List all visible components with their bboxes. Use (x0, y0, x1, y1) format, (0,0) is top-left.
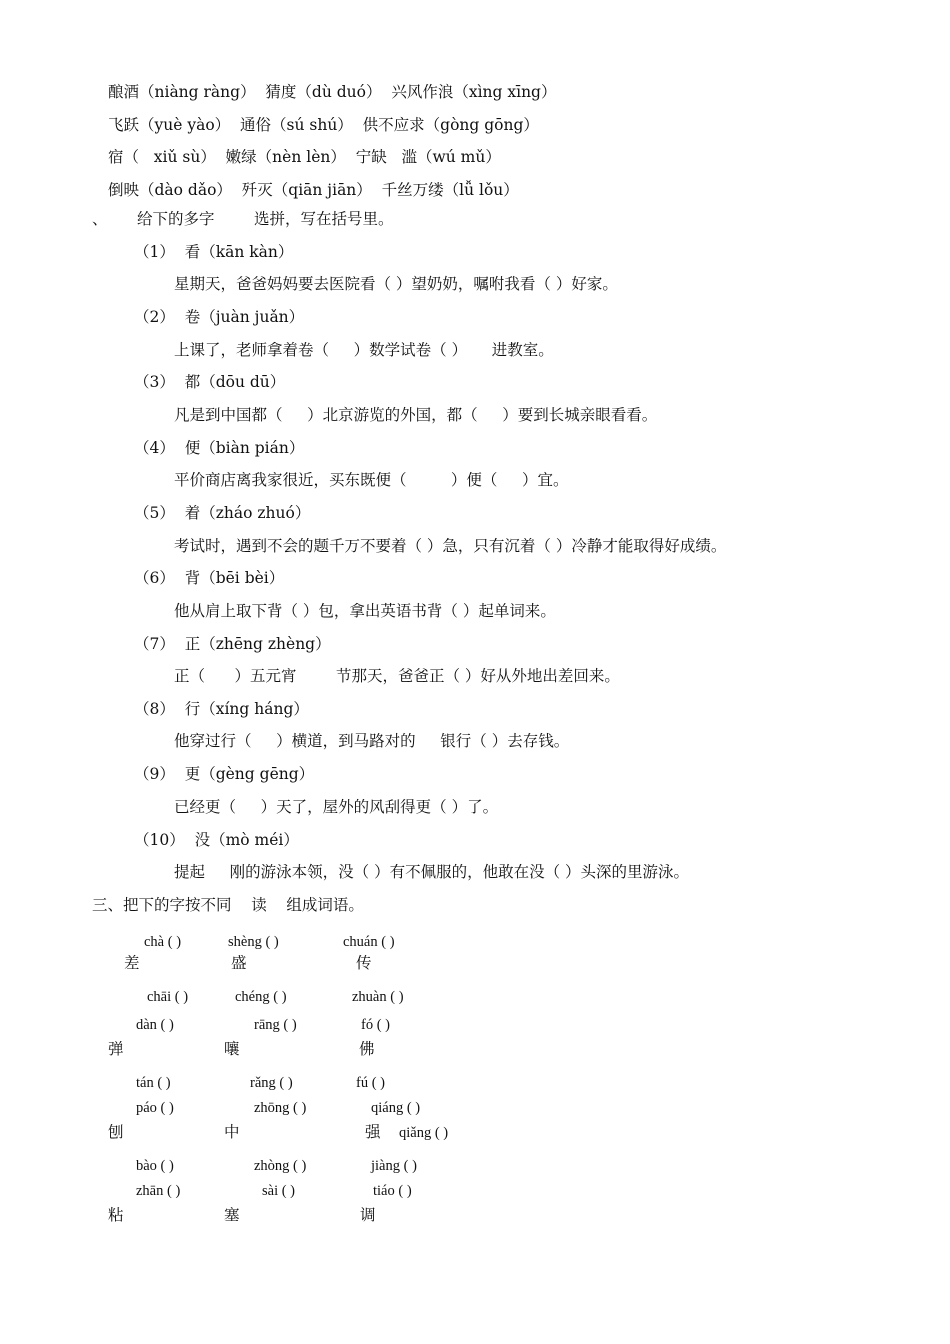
item-sentence-3: 凡是到中国都（ ）北京游览的外国，都（ ）要到长城亲眼看看。 (174, 406, 658, 424)
item-head-2: （2） 卷（juàn juǎn） (134, 308, 305, 326)
pinyin-option: chāi ( ) (147, 989, 189, 1005)
polyphone-char: 刨 (108, 1123, 124, 1141)
pinyin-option: rāng ( ) (254, 1017, 297, 1033)
item-sentence-2: 上课了，老师拿着卷（ ）数学试卷（ ） 进教室。 (174, 341, 554, 359)
item-sentence-9: 已经更（ ）天了，屋外的风刮得更（ ）了。 (174, 798, 499, 816)
item-sentence-8: 他穿过行（ ）横道，到马路对的 银行（ ）去存钱。 (174, 732, 570, 750)
item-sentence-5: 考试时，遇到不会的题千万不要着（ ）急，只有沉着（ ）冷静才能取得好成绩。 (174, 537, 727, 555)
polyphone-char: 中 (224, 1123, 240, 1141)
pinyin-option: sài ( ) (262, 1183, 296, 1199)
polyphone-char: 嚷 (224, 1040, 240, 1058)
pinyin-option: chà ( ) (144, 934, 182, 950)
pinyin-option: fó ( ) (361, 1017, 390, 1033)
item-head-10: （10） 没（mò méi） (134, 831, 299, 849)
item-head-3: （3） 都（dōu dū） (134, 373, 286, 391)
item-head-4: （4） 便（biàn pián） (134, 439, 305, 457)
pinyin-option: zhōng ( ) (254, 1100, 307, 1116)
pinyin-line-3: 宿（ xiǔ sù） 嫩绿（nèn lèn） 宁缺 滥（wú mǔ） (108, 148, 501, 166)
item-head-9: （9） 更（gèng gēng） (134, 765, 315, 783)
pinyin-option: qiáng ( ) (371, 1100, 421, 1116)
pinyin-option: chéng ( ) (235, 989, 287, 1005)
section-3-title: 三、把下的字按不同 读 组成词语。 (92, 896, 364, 914)
pinyin-line-2: 飞跃（yuè yào） 通俗（sú shú） 供不应求（gòng gōng） (108, 116, 539, 134)
polyphone-char: 弹 (108, 1040, 124, 1058)
polyphone-char: 佛 (359, 1040, 375, 1058)
pinyin-option: fú ( ) (356, 1075, 385, 1091)
pinyin-option: chuán ( ) (343, 934, 395, 950)
pinyin-option: tiáo ( ) (373, 1183, 412, 1199)
item-head-1: （1） 看（kān kàn） (134, 243, 294, 261)
pinyin-option: zhān ( ) (136, 1183, 181, 1199)
item-head-5: （5） 着（zháo zhuó） (134, 504, 311, 522)
item-sentence-4: 平价商店离我家很近，买东既便（ ）便（ ）宜。 (174, 471, 569, 489)
pinyin-line-4: 倒映（dào dǎo） 歼灭（qiān jiān） 千丝万缕（lǚ lǒu） (108, 181, 519, 199)
polyphone-char: 调 (360, 1206, 376, 1224)
polyphone-char: 粘 (108, 1206, 124, 1224)
item-sentence-10: 提起 刚的游泳本领，没（ ）有不佩服的，他敢在没（ ）头深的里游泳。 (174, 863, 689, 881)
pinyin-option: rǎng ( ) (250, 1075, 293, 1091)
pinyin-option: shèng ( ) (228, 934, 279, 950)
item-sentence-6: 他从肩上取下背（ ）包，拿出英语书背（ ）起单词来。 (174, 602, 556, 620)
polyphone-char: 强 (365, 1123, 381, 1141)
polyphone-char: 传 (356, 954, 372, 972)
pinyin-option: tán ( ) (136, 1075, 171, 1091)
pinyin-option: qiǎng ( ) (399, 1125, 449, 1141)
section-2-title: 、 给下的多字 选拼，写在括号里。 (92, 210, 394, 228)
polyphone-char: 差 (124, 954, 140, 972)
item-sentence-1: 星期天，爸爸妈妈要去医院看（ ）望奶奶，嘱咐我看（ ）好家。 (174, 275, 618, 293)
item-head-6: （6） 背（bēi bèi） (134, 569, 285, 587)
pinyin-line-1: 酿酒（niàng ràng） 猜度（dù duó） 兴风作浪（xìng xīng） (108, 83, 557, 101)
pinyin-option: páo ( ) (136, 1100, 174, 1116)
polyphone-char: 盛 (231, 954, 247, 972)
polyphone-char: 塞 (224, 1206, 240, 1224)
pinyin-option: jiàng ( ) (371, 1158, 417, 1174)
item-head-7: （7） 正（zhēng zhèng） (134, 635, 331, 653)
pinyin-option: bào ( ) (136, 1158, 174, 1174)
pinyin-option: zhòng ( ) (254, 1158, 307, 1174)
item-sentence-7: 正（ ）五元宵 节那天，爸爸正（ ）好从外地出差回来。 (174, 667, 620, 685)
item-head-8: （8） 行（xíng háng） (134, 700, 309, 718)
pinyin-option: dàn ( ) (136, 1017, 174, 1033)
pinyin-option: zhuàn ( ) (352, 989, 404, 1005)
